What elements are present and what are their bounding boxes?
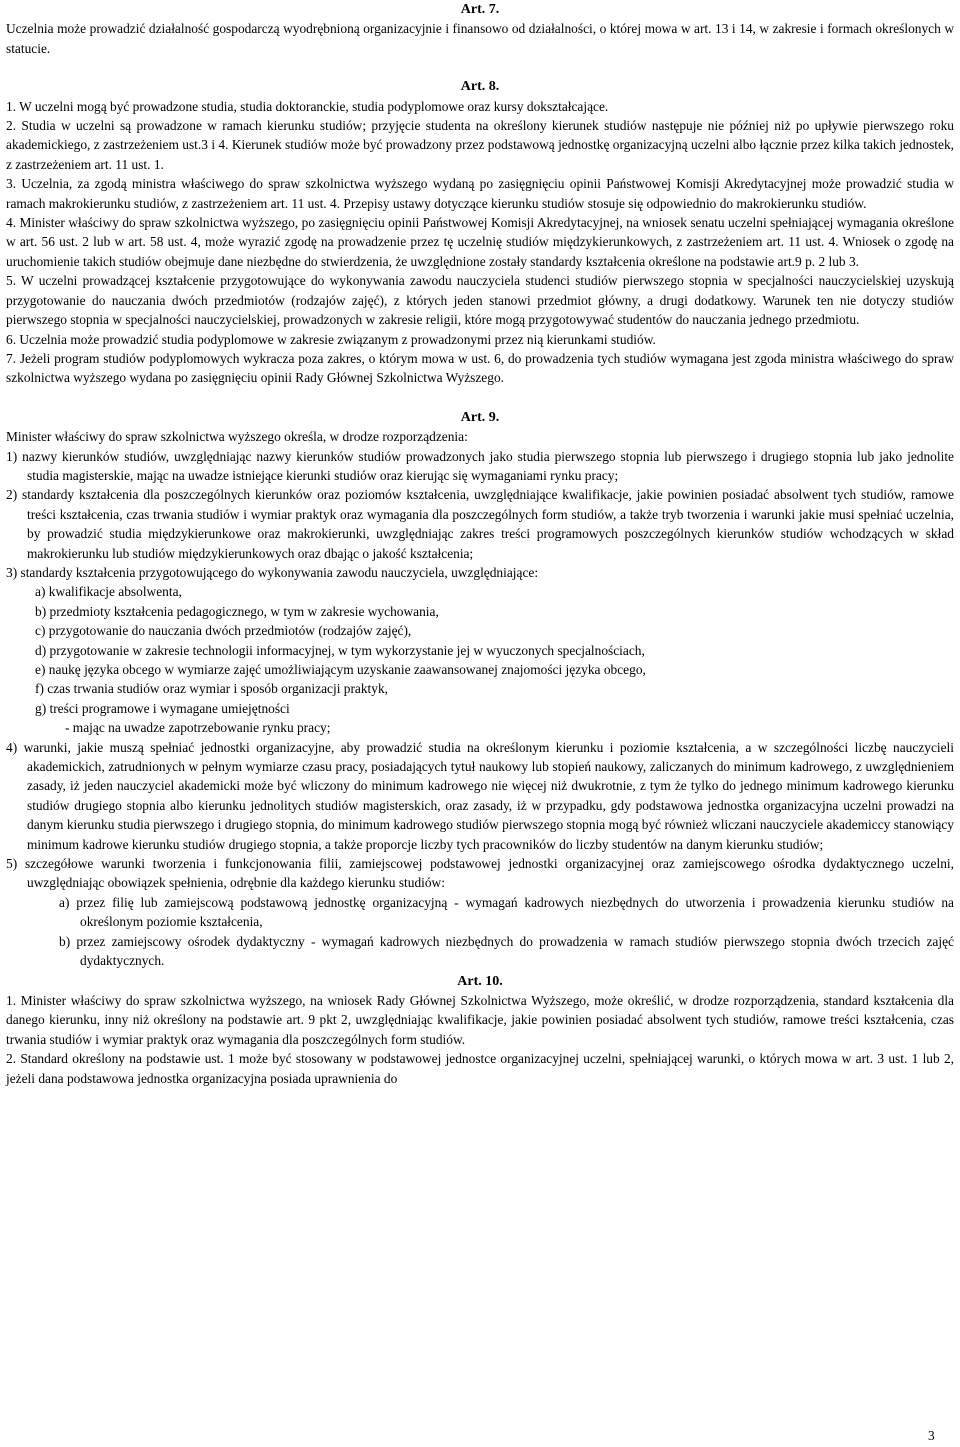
art9-item-4: 4) warunki, jakie muszą spełniać jednostki organizacyjne, aby prowadzić studia na określonym kierunku i poziomie kształcenia, a w szczególności liczbę nauczycieli akademickich, zatrudnionych w pełnym wymiarze czasu pracy, posiadających tytuł naukowy lub stopień naukowy, zaliczanych do minimum kadrowego, z uwzględnieniem zasady, iż jeden nauczyciel akademicki może być wliczony do minimum kadrowego nie więcej niż dwukrotnie, z tym że tylko do jednego minimum kadrowego kierunku studiów drugiego stopnia albo kierunku jednolitych studiów magisterskich, oraz zasady, iż w przypadku, gdy podstawowa jednostka organizacyjna uczelni prowadzi na danym kierunku studia pierwszego i drugiego stopnia, do minimum kadrowego studiów pierwszego stopnia mogą być również wliczani nauczyciele akademiccy stanowiący minimum kadrowe kierunku studiów drugiego stopnia, a także proporcje liczby tych pracowników do liczby studentów na danym kierunku studiów;	[6, 739, 954, 852]
art8-paragraph-4: 4. Minister właściwy do spraw szkolnictwa wyższego, po zasięgnięciu opinii Państwowej Komisji Akredytacyjnej, na wniosek senatu uczelni spełniającej wymagania określone w art. 56 ust. 2 lub w art. 58 ust. 4, może wyrazić zgodę na prowadzenie przez tę uczelnię studiów międzykierunkowych, z zastrzeżeniem art. 11 ust. 4. Wniosek o zgodę na uruchomienie takich studiów obejmuje dane niezbędne do stwierdzenia, że uwzględnione zostały standardy kształcenia określone na podstawie art.9 p. 2 lub 3.	[6, 215, 954, 269]
art10-heading: Art. 10.	[457, 973, 503, 989]
art9-item-5: 5) szczegółowe warunki tworzenia i funkcjonowania filii, zamiejscowej podstawowej jednostki organizacyjnej oraz zamiejscowego ośrodka dydaktycznego uczelni, uwzględniając obowiązek spełnienia, odrębnie dla każdego kierunku studiów:	[6, 856, 954, 891]
art8-paragraph-3: 3. Uczelnia, za zgodą ministra właściwego do spraw szkolnictwa wyższego wydaną po zasięgnięciu opinii Państwowej Komisji Akredytacyjnej może prowadzić studia w ramach makrokierunku studiów, z zastrzeżeniem art. 11 ust. 4. Przepisy ustawy dotyczące kierunku studiów stosuje się odpowiednio do makrokierunku studiów.	[6, 176, 954, 211]
art8-heading: Art. 8.	[460, 79, 500, 95]
art9-item-3c: c) przygotowanie do nauczania dwóch przedmiotów (rodzajów zajęć),	[35, 623, 412, 639]
art9-item-5b: b) przez zamiejscowy ośrodek dydaktyczny - wymagań kadrowych niezbędnych do prowadzenia w ramach studiów pierwszego stopnia dwóch trzecich zajęć dydaktycznych.	[59, 933, 954, 969]
art10-paragraph-1: 1. Minister właściwy do spraw szkolnictwa wyższego, na wniosek Rady Głównej Szkolnictwa Wyższego, może określić, w drodze rozporządzenia, standard kształcenia dla danego kierunku, inny niż określony na podstawie art. 9 pkt 2, uwzględniając kwalifikacje, jakie powinien posiadać absolwent tych studiów, ramowe treści kształcenia, czas trwania studiów i wymiar praktyk oraz wymagania dla poszczególnych form studiów.	[6, 992, 954, 1047]
art9-item-3a: a) kwalifikacje absolwenta,	[35, 584, 182, 600]
art9-item-3d: d) przygotowanie w zakresie technologii informacyjnej, w tym wykorzystanie jej w wyuczonych specjalnościach,	[35, 642, 645, 658]
art9-item-3-tail: - mając na uwadze zapotrzebowanie rynku pracy;	[65, 720, 331, 736]
art8-paragraph-2: 2. Studia w uczelni są prowadzone w ramach kierunku studiów; przyjęcie studenta na określony kierunek studiów następuje nie później niż po upływie pierwszego roku akademickiego, z zastrzeżeniem ust.3 i 4. Kierunek studiów może być prowadzony przez podstawową jednostkę organizacyjną uczelni albo łącznie przez kilka takich jednostek, z zastrzeżeniem art. 11 ust. 1.	[6, 118, 954, 172]
art9-item-1: 1) nazwy kierunków studiów, uwzględniając nazwy kierunków studiów prowadzonych jako studia pierwszego stopnia lub pierwszego i drugiego stopnia lub jako jednolite studia magisterskie, mając na uwadze istniejące kierunki studiów oraz kierując się wymaganiami rynku pracy;	[6, 448, 954, 483]
art8-paragraph-5: 5. W uczelni prowadzącej kształcenie przygotowujące do wykonywania zawodu nauczyciela studenci studiów pierwszego stopnia w specjalności nauczycielskiej uzyskują przygotowanie do nauczania dwóch przedmiotów (rodzajów zajęć), z których jeden stanowi przedmiot główny, a drugi dodatkowy. Warunek ten nie dotyczy studiów pierwszego stopnia w specjalności nauczycielskiej, prowadzonych w zakresie religii, które mogą przygotowywać studentów do nauczania jednego przedmiotu.	[6, 273, 954, 328]
art9-item-2: 2) standardy kształcenia dla poszczególnych kierunków oraz poziomów kształcenia, uwzględniające kwalifikacje, jakie powinien posiadać absolwent tych studiów, ramowe treści kształcenia, czas trwania studiów i wymiar praktyk oraz wymagania dla poszczególnych form studiów, a także tryb tworzenia i warunki jakie musi spełniać uczelnia, by prowadzić studia międzykierunkowe oraz makrokierunki, uwzględniając zakres treści programowych poszczególnych kierunków studiów wchodzących w skład makrokierunku lub studiów międzykierunkowych oraz dbając o jakość kształcenia;	[6, 487, 954, 561]
art7-heading: Art. 7.	[460, 2, 500, 17]
art9-item-5a: a) przez filię lub zamiejscową podstawową jednostkę organizacyjną - wymagań kadrowych niezbędnych do utworzenia i prowadzenia kierunku studiów na określonym poziomie kształcenia,	[59, 894, 954, 930]
art9-item-3g: g) treści programowe i wymagane umiejętności	[35, 700, 290, 716]
art8-paragraph-1: 1. W uczelni mogą być prowadzone studia, studia doktoranckie, studia podyplomowe oraz kursy dokształcające.	[6, 98, 609, 114]
art9-heading: Art. 9.	[460, 409, 500, 425]
art8-paragraph-7: 7. Jeżeli program studiów podyplomowych wykracza poza zakres, o którym mowa w ust. 6, do prowadzenia tych studiów wymagana jest zgoda ministra właściwego do spraw szkolnictwa wyższego wydana po zasięgnięciu opinii Rady Głównej Szkolnictwa Wyższego.	[6, 350, 954, 386]
page-number: 3	[928, 1428, 935, 1443]
art10-paragraph-2: 2. Standard określony na podstawie ust. 1 może być stosowany w podstawowej jednostce organizacyjnej uczelni, spełniającej warunki, o których mowa w art. 3 ust. 1 lub 2, jeżeli dana podstawowa jednostka organizacyjna posiada uprawnienia do	[6, 1051, 954, 1086]
art9-item-3b: b) przedmioty kształcenia pedagogicznego, w tym w zakresie wychowania,	[35, 603, 439, 619]
art7-paragraph-1: Uczelnia może prowadzić działalność gospodarczą wyodrębnioną organizacyjnie i finansowo od działalności, o której mowa w art. 13 i 14, w zakresie i formach określonych w statucie.	[6, 21, 954, 56]
art8-paragraph-6: 6. Uczelnia może prowadzić studia podyplomowe w zakresie związanym z prowadzonymi przez nią kierunkami studiów.	[6, 331, 656, 347]
art9-intro: Minister właściwy do spraw szkolnictwa wyższego określa, w drodze rozporządzenia:	[6, 429, 468, 445]
art9-item-3e: e) naukę języka obcego w wymiarze zajęć umożliwiającym uzyskanie zaawansowanej znajomości języka obcego,	[35, 662, 646, 677]
art9-item-3f: f) czas trwania studiów oraz wymiar i sposób organizacji praktyk,	[35, 681, 389, 697]
art9-item-3: 3) standardy kształcenia przygotowującego do wykonywania zawodu nauczyciela, uwzględniające:	[6, 564, 539, 580]
